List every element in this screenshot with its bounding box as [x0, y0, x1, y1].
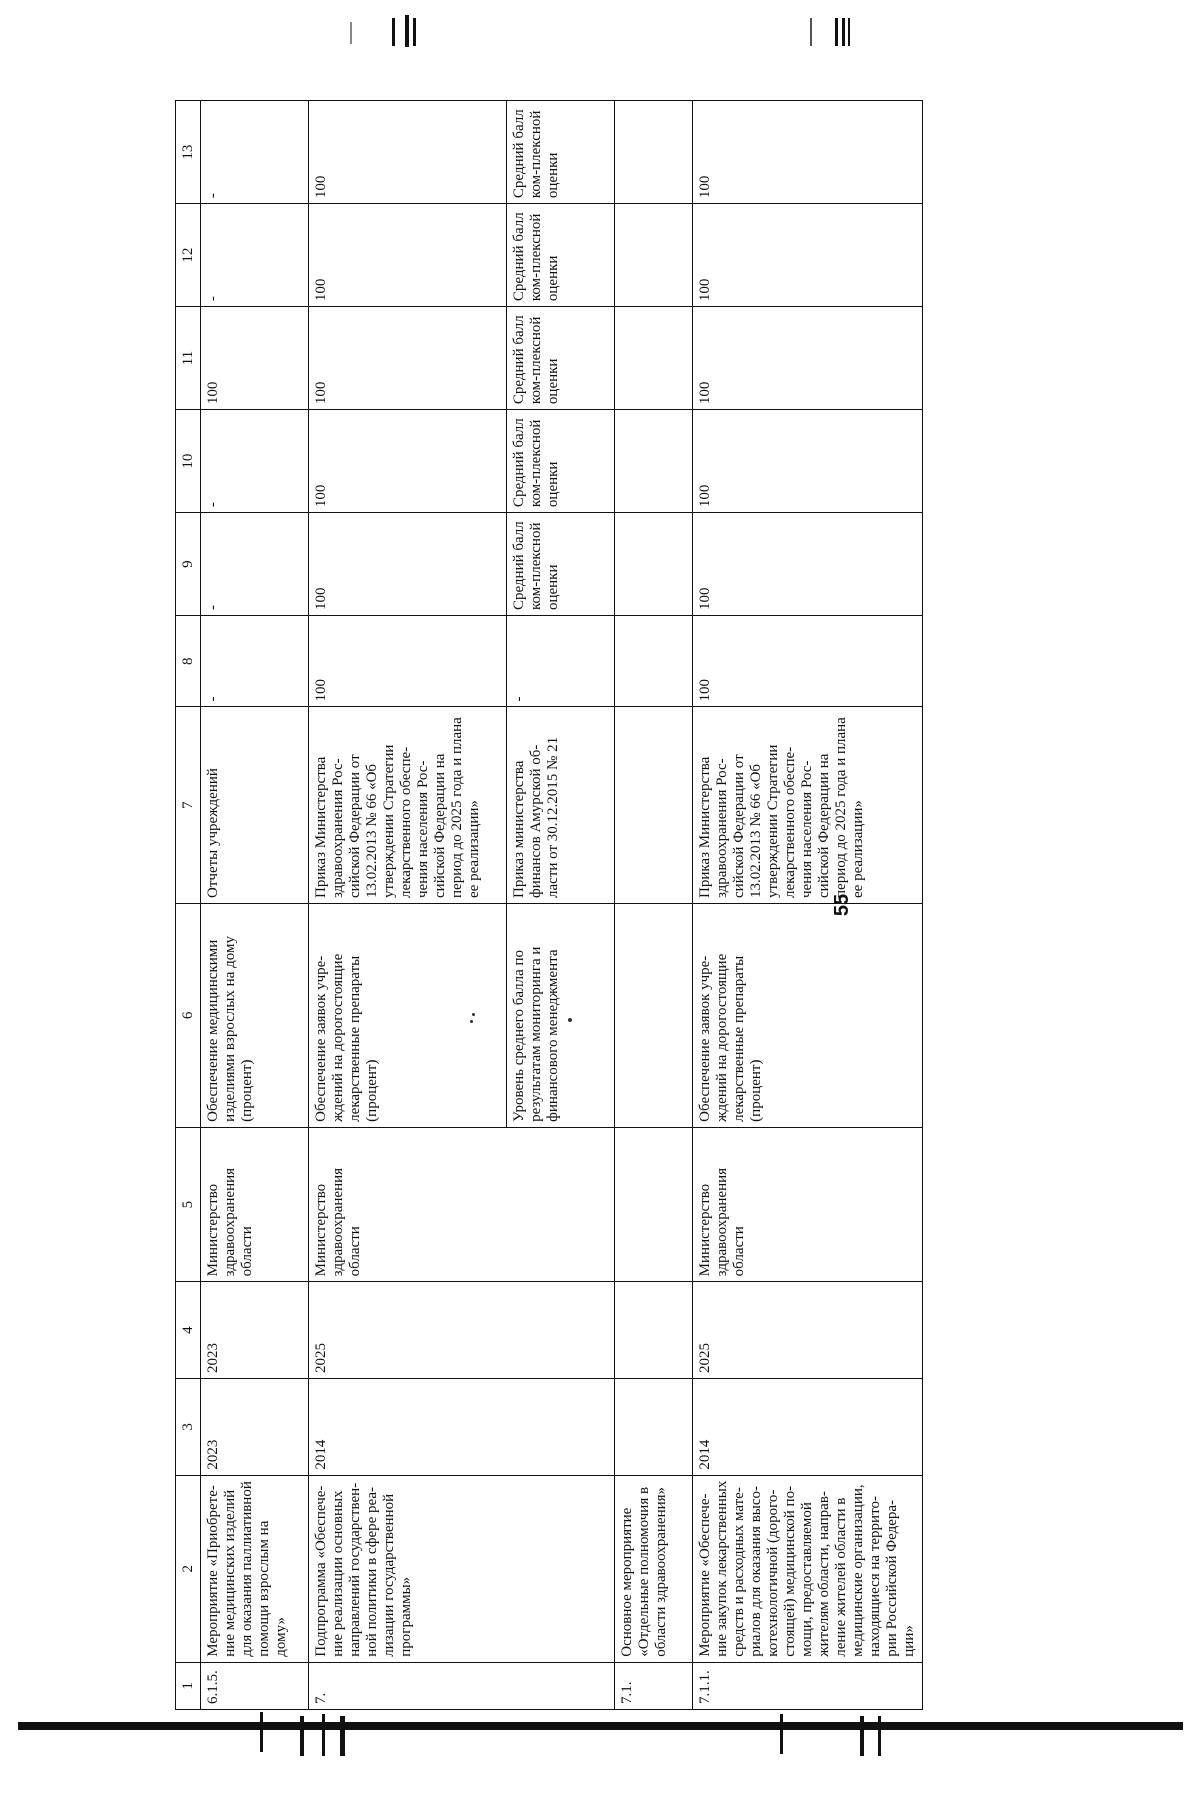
row-end-year: 2023	[201, 1282, 309, 1379]
row-number: 7.	[309, 1662, 507, 1709]
table-row	[693, 101, 923, 1710]
scan-tick	[835, 18, 838, 46]
row-start-year	[507, 1378, 615, 1475]
row-value-13	[615, 101, 693, 204]
scan-tick	[405, 15, 409, 47]
row-value-9: 100	[309, 513, 507, 616]
scan-tick	[322, 1714, 325, 1756]
row-start-year: 2014	[309, 1378, 507, 1475]
row-number: 7.1.1.	[693, 1662, 923, 1709]
header-row	[176, 101, 201, 1710]
row-value-11: 100	[693, 307, 923, 410]
header-cell: 11	[176, 307, 201, 410]
row-value-9: 100	[693, 513, 923, 616]
row-value-12: 100	[309, 204, 507, 307]
row-value-10: 100	[309, 410, 507, 513]
row-source: Приказ Министерства здравоохранения Рос-сийской Федерации от 13.02.2013 № 66 «Об утверждении Стратегии лекарственного обеспе-чения населения Рос-сийской Федерации на период до 2025 года и плана ее реализации»	[693, 707, 923, 904]
header-cell: 9	[176, 513, 201, 616]
row-name: Мероприятие «Приобрете-ние медицинских изделий для оказания паллиативной помощи взрослым на дому»	[201, 1475, 309, 1662]
scan-tick	[340, 1716, 345, 1756]
row-value-12: -	[201, 204, 309, 307]
row-executor: Министерство здравоохранения области	[201, 1127, 309, 1281]
scan-tick	[860, 1716, 864, 1756]
row-source: Приказ Министерства здравоохранения Рос-сийской Федерации от 13.02.2013 № 66 «Об утверждении Стратегии лекарственного обеспе-чения населения Рос-сийской Федерации на период до 2025 года и плана ее реализации»	[309, 707, 507, 904]
row-name: Мероприятие «Обеспече-ние закупок лекарственных средств и расходных мате-риалов для оказания высо-котехнологичной (дорого-стоящей) медицинской по-мощи, предоставляемой жителям области, направ-ление жителей области в медицинские организации, находящиеся на террито-рии Российской Федера-ции»	[693, 1475, 923, 1662]
row-value-12	[615, 204, 693, 307]
header-cell: 1	[176, 1662, 201, 1709]
row-end-year: 2025	[693, 1282, 923, 1379]
header-cell: 6	[176, 903, 201, 1127]
row-value-13: Средний балл ком-плексной оценки	[507, 101, 615, 204]
scan-tick	[260, 1712, 263, 1752]
header-cell: 10	[176, 410, 201, 513]
header-cell: 13	[176, 101, 201, 204]
row-value-9: -	[201, 513, 309, 616]
header-cell: 4	[176, 1282, 201, 1379]
table-row	[615, 101, 693, 1710]
scan-tick	[810, 18, 812, 46]
row-indicator: Обеспечение заявок учре-ждений на дорогостоящие лекарственные препараты (процент)	[693, 903, 923, 1127]
row-source: Приказ министерства финансов Амурской об-ласти от 30.12.2015 № 21	[507, 707, 615, 904]
row-value-8: -	[507, 616, 615, 707]
row-value-13: 100	[309, 101, 507, 204]
scan-tick	[842, 18, 845, 46]
row-value-8: -	[201, 616, 309, 707]
row-value-10: -	[201, 410, 309, 513]
row-indicator: Обеспечение медицинскими изделиями взрослых на дому (процент)	[201, 903, 309, 1127]
row-value-9: Средний балл ком-плексной оценки	[507, 513, 615, 616]
row-end-year	[615, 1282, 693, 1379]
row-value-8: 100	[309, 616, 507, 707]
row-value-8: 100	[693, 616, 923, 707]
header-cell: 12	[176, 204, 201, 307]
scan-bar-bottom	[18, 1722, 1183, 1730]
row-start-year: 2014	[693, 1378, 923, 1475]
row-end-year	[507, 1282, 615, 1379]
row-value-11: 100	[309, 307, 507, 410]
row-value-11: 100	[201, 307, 309, 410]
row-source: Отчеты учреждений	[201, 707, 309, 904]
row-value-12: Средний балл ком-плексной оценки	[507, 204, 615, 307]
program-table	[175, 100, 923, 1710]
scan-tick	[300, 1716, 304, 1756]
header-cell: 7	[176, 707, 201, 904]
row-executor: Министерство здравоохранения области	[693, 1127, 923, 1281]
scan-tick	[878, 1716, 881, 1756]
row-value-11: Средний балл ком-плексной оценки	[507, 307, 615, 410]
row-indicator: Уровень среднего балла по результатам мониторинга и финансового менеджмента	[507, 903, 615, 1127]
row-name	[507, 1475, 615, 1662]
row-start-year: 2023	[201, 1378, 309, 1475]
row-executor: Министерство здравоохранения области	[309, 1127, 507, 1281]
row-source	[615, 707, 693, 904]
header-cell: 5	[176, 1127, 201, 1281]
page-number: 55	[831, 893, 853, 917]
table-row	[201, 101, 309, 1710]
row-value-11	[615, 307, 693, 410]
row-value-12: 100	[693, 204, 923, 307]
row-value-9	[615, 513, 693, 616]
table-row	[309, 101, 507, 1710]
scan-tick	[350, 22, 352, 44]
row-value-8	[615, 616, 693, 707]
row-number	[507, 1662, 615, 1709]
scan-tick	[780, 1714, 783, 1754]
scan-tick	[413, 18, 416, 46]
row-number: 6.1.5.	[201, 1662, 309, 1709]
row-value-13: 100	[693, 101, 923, 204]
row-executor	[507, 1127, 615, 1281]
header-cell: 2	[176, 1475, 201, 1662]
scan-tick	[392, 18, 395, 46]
header-cell: 8	[176, 616, 201, 707]
row-value-10	[615, 410, 693, 513]
row-executor	[615, 1127, 693, 1281]
row-indicator: Обеспечение заявок учре-ждений на дорогостоящие лекарственные препараты (процент)	[309, 903, 507, 1127]
row-value-10: Средний балл ком-плексной оценки	[507, 410, 615, 513]
row-value-10: 100	[693, 410, 923, 513]
row-name: Подпрограмма «Обеспече-ние реализации основных направлений государствен-ной политики в сфере реа-лизации государственной программы»	[309, 1475, 507, 1662]
row-number: 7.1.	[615, 1662, 693, 1709]
row-start-year	[615, 1378, 693, 1475]
scan-tick	[848, 18, 850, 46]
row-indicator	[615, 903, 693, 1127]
row-end-year: 2025	[309, 1282, 507, 1379]
row-value-13: -	[201, 101, 309, 204]
table-row	[507, 101, 615, 1710]
header-cell: 3	[176, 1378, 201, 1475]
row-name: Основное мероприятие «Отдельные полномочия в области здравоохранения»	[615, 1475, 693, 1662]
